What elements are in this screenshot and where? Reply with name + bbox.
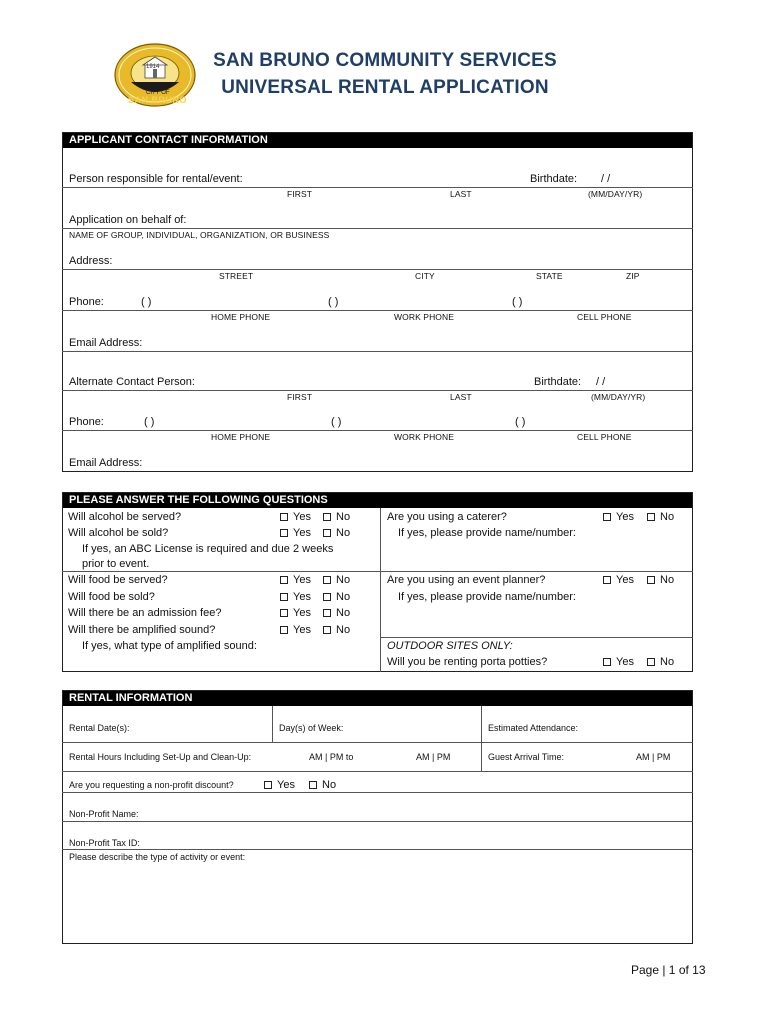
nonprofit-yes[interactable]: Yes	[264, 779, 295, 791]
checkbox-icon	[323, 626, 331, 634]
end-ampm: AM | PM	[416, 752, 451, 762]
planner-yes[interactable]: Yes	[603, 574, 634, 586]
checkbox-icon	[323, 609, 331, 617]
nonprofit-tax-label: Non-Profit Tax ID:	[69, 838, 140, 848]
checkbox-icon	[603, 658, 611, 666]
amplified-yes[interactable]: Yes	[280, 624, 311, 636]
alt-email-label: Email Address:	[69, 457, 143, 469]
behalf-label: Application on behalf of:	[69, 214, 187, 226]
checkbox-icon	[323, 513, 331, 521]
checkbox-icon	[264, 781, 272, 789]
amplified-no[interactable]: No	[323, 624, 350, 636]
checkbox-icon	[309, 781, 317, 789]
state-sublabel: STATE	[536, 271, 563, 281]
guest-arrival-label: Guest Arrival Time:	[488, 752, 565, 762]
checkbox-icon	[647, 658, 655, 666]
logo-year: 1914	[146, 64, 160, 70]
questions-section-header: PLEASE ANSWER THE FOLLOWING QUESTIONS	[62, 492, 693, 508]
alcohol-sold-yes[interactable]: Yes	[280, 527, 311, 539]
porta-no[interactable]: No	[647, 656, 674, 668]
checkbox-icon	[647, 513, 655, 521]
q-porta-potties: Will you be renting porta potties?	[387, 656, 548, 668]
caterer-note: If yes, please provide name/number:	[398, 527, 576, 539]
q-caterer: Are you using a caterer?	[387, 511, 507, 523]
date-format-sublabel: (MM/DAY/YR)	[588, 189, 643, 199]
birthdate-label: Birthdate:	[530, 173, 578, 185]
work-phone-sublabel: WORK PHONE	[394, 312, 455, 322]
street-sublabel: STREET	[219, 271, 254, 281]
admission-no[interactable]: No	[323, 607, 350, 619]
activity-description-label: Please describe the type of activity or event:	[69, 852, 246, 862]
checkbox-icon	[603, 513, 611, 521]
alt-first-sublabel: FIRST	[287, 392, 313, 402]
checkbox-icon	[280, 576, 288, 584]
rental-section-header: RENTAL INFORMATION	[62, 690, 693, 706]
checkbox-icon	[647, 576, 655, 584]
outdoor-sites-heading: OUTDOOR SITES ONLY:	[387, 640, 513, 652]
city-sublabel: CITY	[415, 271, 435, 281]
rental-dates-label: Rental Date(s):	[69, 723, 130, 733]
planner-no[interactable]: No	[647, 574, 674, 586]
estimated-attendance-label: Estimated Attendance:	[488, 723, 579, 733]
page-title-line2: UNIVERSAL RENTAL APPLICATION	[221, 77, 549, 98]
q-amplified-type: If yes, what type of amplified sound:	[82, 640, 257, 652]
porta-yes[interactable]: Yes	[603, 656, 634, 668]
logo-text-bottom: SAN BRUNO	[128, 95, 188, 105]
alt-date-format-sublabel: (MM/DAY/YR)	[591, 392, 646, 402]
checkbox-icon	[323, 576, 331, 584]
abc-license-note-2: prior to event.	[82, 558, 150, 570]
days-of-week-label: Day(s) of Week:	[279, 723, 344, 733]
cell-area-code: ( )	[512, 296, 523, 308]
person-responsible-label: Person responsible for rental/event:	[69, 173, 243, 185]
q-alcohol-sold: Will alcohol be sold?	[68, 527, 169, 539]
caterer-yes[interactable]: Yes	[603, 511, 634, 523]
nonprofit-name-label: Non-Profit Name:	[69, 809, 139, 819]
alt-last-sublabel: LAST	[450, 392, 472, 402]
zip-sublabel: ZIP	[626, 271, 640, 281]
rental-section-box	[62, 690, 693, 944]
rental-hours-label: Rental Hours Including Set-Up and Clean-Up:	[69, 752, 252, 762]
q-admission-fee: Will there be an admission fee?	[68, 607, 222, 619]
food-sold-yes[interactable]: Yes	[280, 591, 311, 603]
address-label: Address:	[69, 255, 113, 267]
cell-phone-sublabel: CELL PHONE	[577, 312, 632, 322]
alcohol-sold-no[interactable]: No	[323, 527, 350, 539]
phone-label: Phone:	[69, 296, 104, 308]
alt-birthdate-slashes: / /	[596, 376, 606, 388]
contact-section-header: APPLICANT CONTACT INFORMATION	[62, 132, 693, 148]
start-ampm-to: AM | PM to	[309, 752, 354, 762]
home-area-code: ( )	[141, 296, 152, 308]
nonprofit-question: Are you requesting a non-profit discount?	[69, 780, 234, 790]
alt-cell-area-code: ( )	[515, 416, 526, 428]
alt-home-phone-sublabel: HOME PHONE	[211, 432, 271, 442]
abc-license-note-1: If yes, an ABC License is required and due 2 weeks	[82, 543, 334, 555]
caterer-no[interactable]: No	[647, 511, 674, 523]
food-served-no[interactable]: No	[323, 574, 350, 586]
checkbox-icon	[323, 593, 331, 601]
nonprofit-no[interactable]: No	[309, 779, 336, 791]
email-label: Email Address:	[69, 337, 143, 349]
arrival-ampm: AM | PM	[636, 752, 671, 762]
admission-yes[interactable]: Yes	[280, 607, 311, 619]
alt-birthdate-label: Birthdate:	[534, 376, 582, 388]
checkbox-icon	[280, 513, 288, 521]
q-alcohol-served: Will alcohol be served?	[68, 511, 182, 523]
work-area-code: ( )	[328, 296, 339, 308]
checkbox-icon	[280, 529, 288, 537]
alt-home-area-code: ( )	[144, 416, 155, 428]
last-name-sublabel: LAST	[450, 189, 472, 199]
food-served-yes[interactable]: Yes	[280, 574, 311, 586]
alt-work-phone-sublabel: WORK PHONE	[394, 432, 455, 442]
alt-phone-label: Phone:	[69, 416, 104, 428]
birthdate-slashes: / /	[601, 173, 611, 185]
home-phone-sublabel: HOME PHONE	[211, 312, 271, 322]
alt-cell-phone-sublabel: CELL PHONE	[577, 432, 632, 442]
first-name-sublabel: FIRST	[287, 189, 313, 199]
checkbox-icon	[280, 609, 288, 617]
q-event-planner: Are you using an event planner?	[387, 574, 546, 586]
alcohol-served-no[interactable]: No	[323, 511, 350, 523]
q-food-served: Will food be served?	[68, 574, 168, 586]
alt-contact-label: Alternate Contact Person:	[69, 376, 195, 388]
checkbox-icon	[603, 576, 611, 584]
q-amplified-sound: Will there be amplified sound?	[68, 624, 216, 636]
logo-text-top: CITY OF	[146, 90, 170, 96]
q-food-sold: Will food be sold?	[68, 591, 155, 603]
page-number: Page | 1 of 13	[631, 963, 706, 977]
food-sold-no[interactable]: No	[323, 591, 350, 603]
checkbox-icon	[280, 626, 288, 634]
planner-note: If yes, please provide name/number:	[398, 591, 576, 603]
page-title-line1: SAN BRUNO COMMUNITY SERVICES	[213, 50, 557, 71]
alt-work-area-code: ( )	[331, 416, 342, 428]
alcohol-served-yes[interactable]: Yes	[280, 511, 311, 523]
behalf-sublabel: NAME OF GROUP, INDIVIDUAL, ORGANIZATION, OR BUSINESS	[69, 230, 330, 240]
checkbox-icon	[323, 529, 331, 537]
checkbox-icon	[280, 593, 288, 601]
